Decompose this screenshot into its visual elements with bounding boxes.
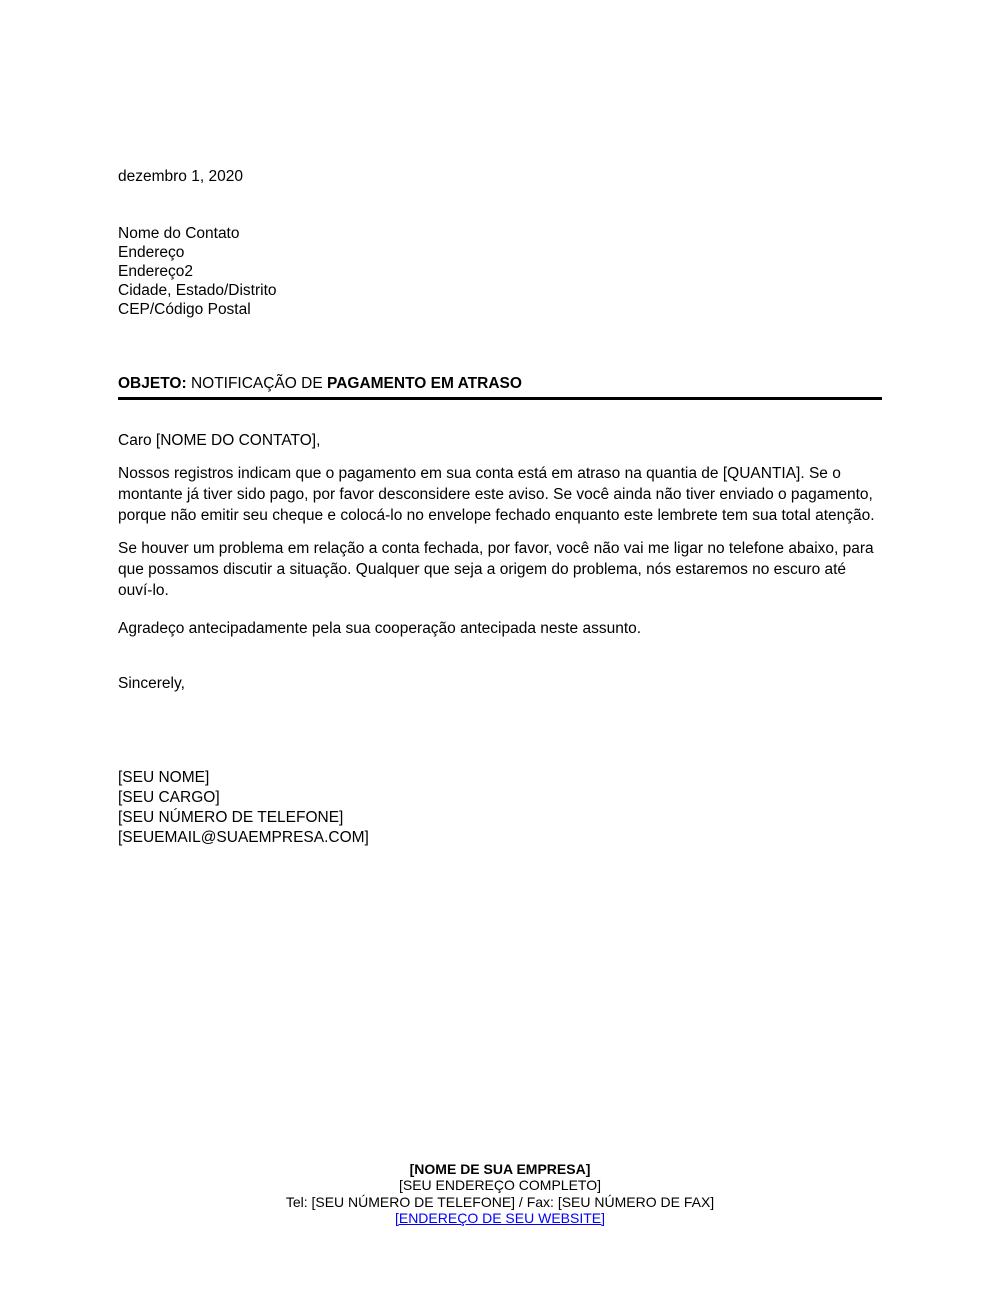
body-paragraph-2: Se houver um problema em relação a conta fechada, por favor, você não vai me ligar no telefone abaixo, para que possamos discutir a situação. Qualquer que seja a origem do problema, nós estaremos no escuro até ouví-lo. <box>118 540 874 599</box>
letter-date: dezembro 1, 2020 <box>118 168 243 185</box>
greeting: Caro [NOME DO CONTATO], <box>118 432 321 449</box>
subject-mid-text: NOTIFICAÇÃO DE <box>190 375 323 392</box>
company-footer <box>0 1161 1000 1226</box>
recipient-name: Nome do Contato <box>118 225 240 242</box>
recipient-address-line1: Endereço <box>118 244 185 261</box>
recipient-city-state: Cidade, Estado/Distrito <box>118 282 277 299</box>
signature-phone: [SEU NÚMERO DE TELEFONE] <box>118 809 344 826</box>
body-paragraph-1: Nossos registros indicam que o pagamento em sua conta está em atraso na quantia de [QUANTIA]. Se o montante já tiver sido pago, por favor desconsidere este aviso. Se você ainda não tiver enviado o pagamento, porque não emitir seu cheque e colocá-lo no envelope fechado enquanto este lembrete tem sua total atenção. <box>118 465 875 524</box>
body-paragraph-3: Agradeço antecipadamente pela sua cooperação antecipada neste assunto. <box>118 620 642 637</box>
subject-label: OBJETO: <box>118 375 187 392</box>
footer-company-address: [SEU ENDEREÇO COMPLETO] <box>398 1177 601 1194</box>
subject-line <box>118 374 882 400</box>
signature-title: [SEU CARGO] <box>118 789 220 806</box>
signature-block <box>118 768 882 848</box>
footer-phone-fax: Tel: [SEU NÚMERO DE TELEFONE] / Fax: [SEU NÚMERO DE FAX] <box>285 1193 715 1210</box>
recipient-address-line2: Endereço2 <box>118 263 193 280</box>
recipient-postal-code: CEP/Código Postal <box>118 301 251 318</box>
subject-emphasis: PAGAMENTO EM ATRASO <box>327 375 522 392</box>
footer-website-row <box>0 1210 1000 1226</box>
footer-website-link[interactable]: [ENDEREÇO DE SEU WEBSITE] <box>394 1209 606 1226</box>
signature-name: [SEU NOME] <box>118 769 210 786</box>
signature-email: [SEUEMAIL@SUAEMPRESA.COM] <box>118 829 369 846</box>
closing-salutation: Sincerely, <box>118 675 185 692</box>
recipient-block <box>118 224 882 319</box>
footer-company-name: [NOME DE SUA EMPRESA] <box>409 1161 591 1177</box>
